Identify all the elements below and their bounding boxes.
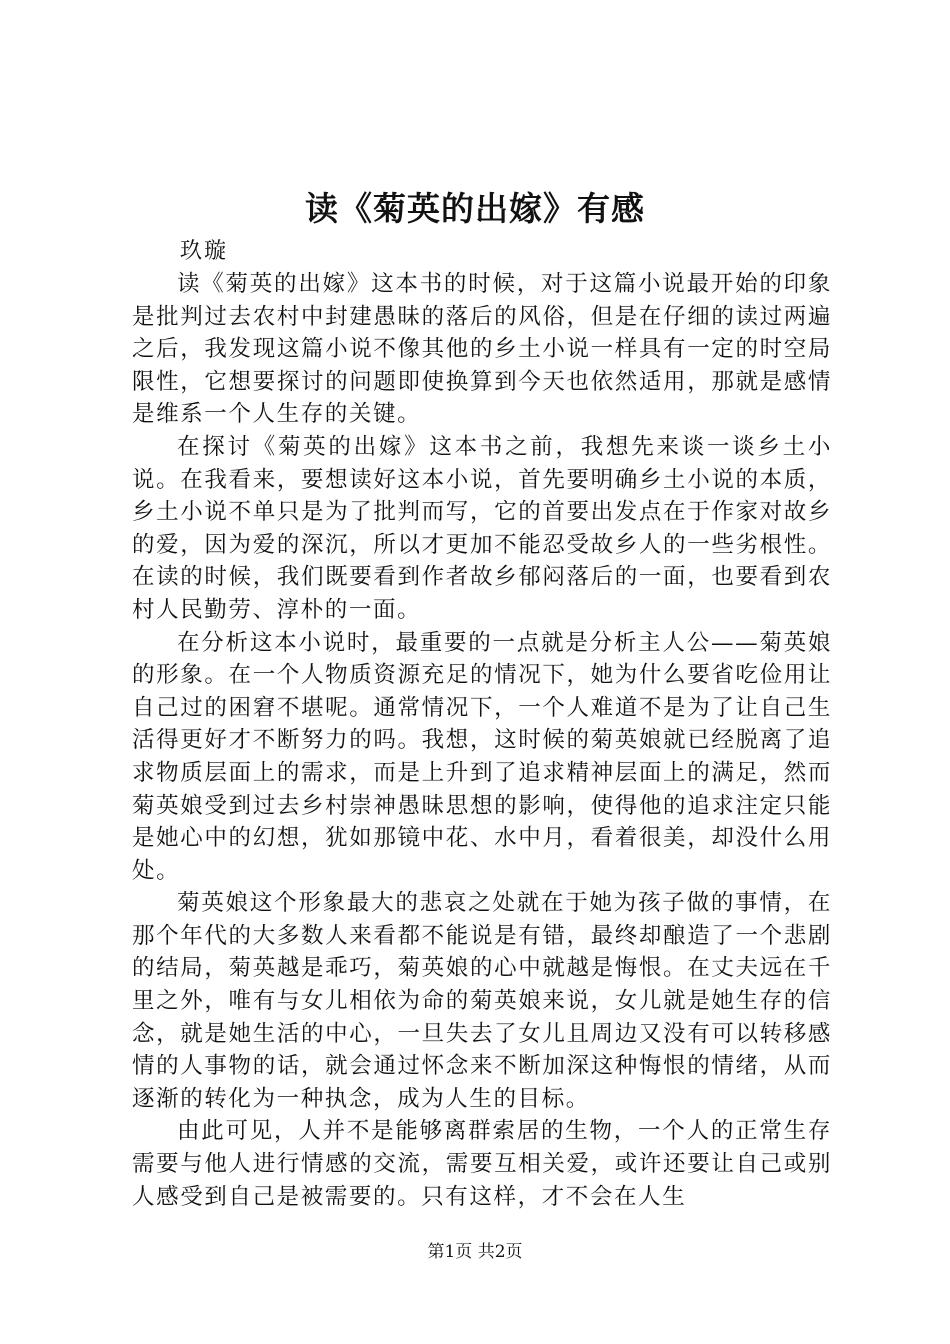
paragraph: 读《菊英的出嫁》这本书的时候，对于这篇小说最开始的印象是批判过去农村中封建愚昧的落后的风俗，但是在仔细的读过两遍之后，我发现这篇小说不像其他的乡土小说一样具有一定的时空局限性，它想要探讨的问题即使换算到今天也依然适用，那就是感情是维系一个人生存的关键。 — [132, 271, 832, 428]
paragraph: 在探讨《菊英的出嫁》这本书之前，我想先来谈一谈乡土小说。在我看来，要想读好这本小说，首先要明确乡土小说的本质，乡土小说不单只是为了批判而写，它的首要出发点在于作家对故乡的爱，因为爱的深沉，所以才更加不能忍受故乡人的一些劣根性。在读的时候，我们既要看到作者故乡郁闷落后的一面，也要看到农村人民勤劳、淳朴的一面。 — [132, 433, 832, 623]
paragraph: 菊英娘这个形象最大的悲哀之处就在于她为孩子做的事情，在那个年代的大多数人来看都不能说是有错，最终却酿造了一个悲剧的结局，菊英越是乖巧，菊英娘的心中就越是悔恨。在丈夫远在千里之外，唯有与女儿相依为命的菊英娘来说，女儿就是她生存的信念，就是她生活的中心，一旦失去了女儿且周边又没有可以转移感情的人事物的话，就会通过怀念来不断加深这种悔恨的情绪，从而逐渐的转化为一种执念，成为人生的目标。 — [132, 890, 832, 1112]
paragraph: 在分析这本小说时，最重要的一点就是分析主人公——菊英娘的形象。在一个人物质资源充足的情况下，她为什么要省吃俭用让自己过的困窘不堪呢。通常情况下，一个人难道不是为了让自己生活得更好才不断努力的吗。我想，这时候的菊英娘就已经脱离了追求物质层面上的需求，而是上升到了追求精神层面上的满足，然而菊英娘受到过去乡村崇神愚昧思想的影响，使得他的追求注定只能是她心中的幻想，犹如那镜中花、水中月，看着很美，却没什么用处。 — [132, 629, 832, 884]
document-body — [132, 268, 832, 1213]
author-name: 玖璇 — [180, 239, 229, 264]
paragraph: 由此可见，人并不是能够离群索居的生物，一个人的正常生存需要与他人进行情感的交流，需要互相关爱，或许还要让自己或别人感受到自己是被需要的。只有这样，才不会在人生 — [132, 1118, 832, 1210]
document-title: 读《菊英的出嫁》有感 — [305, 189, 645, 228]
page-footer: 第1页 共2页 — [427, 1242, 523, 1262]
